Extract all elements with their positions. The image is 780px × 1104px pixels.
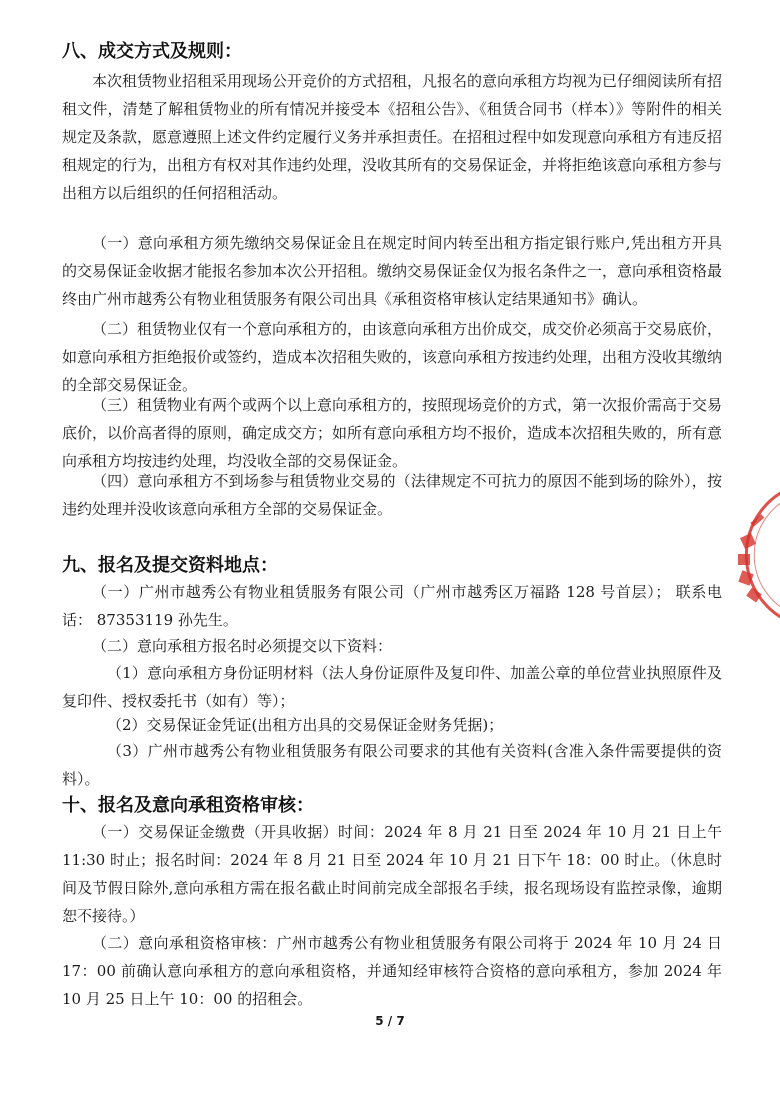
section-8-item-1: （一）意向承租方须先缴纳交易保证金且在规定时间内转至出租方指定银行账户,凭出租方开具的交易保证金收据才能报名参加本次公开招租。缴纳交易保证金仅为报名条件之一，意向承租资格最终由广州市越秀公有物业租赁服务有限公司出具《承租资格审核认定结果通知书》确认。 <box>62 234 723 308</box>
section-8-item-2: （二）租赁物业仅有一个意向承租方的，由该意向承租方出价成交，成交价必须高于交易底价，如意向承租方拒绝报价或签约，造成本次招租失败的，该意向承租方按违约处理，出租方没收其缴纳的全部交易保证金。 <box>62 320 723 394</box>
section-8-heading: 八、成交方式及规则： <box>62 41 242 62</box>
section-9-heading: 九、报名及提交资料地点： <box>62 555 278 576</box>
section-9-item-2: （二）意向承租方报名时必须提交以下资料： <box>92 637 393 655</box>
section-8-intro: 本次租赁物业招租采用现场公开竞价的方式招租，凡报名的意向承租方均视为已仔细阅读所有招租文件，清楚了解租赁物业的所有情况并接受本《招租公告》、《租赁合同书（样本）》等附件的相关规定及条款，愿意遵照上述文件约定履行义务并承担责任。在招租过程中如发现意向承租方有违反招租规定的行为，出租方有权对其作违约处理，没收其所有的交易保证金，并将拒绝该意向承租方参与出租方以后组织的任何招租活动。 <box>62 72 723 202</box>
section-10-heading: 十、报名及意向承租资格审核： <box>62 795 314 816</box>
section-10-item-1: （一）交易保证金缴费（开具收据）时间：2024 年 8 月 21 日至 2024 年 10 月 21 日上午 11:30 时止；报名时间：2024 年 8 月 21 日至 2024 年 10 月 21 日下午 18：00 时止。（休息时间及节假日除外,意向承租方需在报名截止时间前完成全部报名手续，报名现场设有监控录像，逾期恕不接待。） <box>62 823 722 925</box>
section-8-item-3: （三）租赁物业有两个或两个以上意向承租方的，按照现场竞价的方式，第一次报价需高于交易底价，以价高者得的原则，确定成交方；如所有意向承租方均不报价，造成本次招租失败的，所有意向承租方均按违约处理，均没收全部的交易保证金。 <box>62 396 723 470</box>
section-9-sub-2: （2）交易保证金凭证(出租方出具的交易保证金财务凭据)； <box>107 716 504 734</box>
seal-stamp-icon <box>720 480 780 630</box>
section-10-item-2: （二）意向承租资格审核：广州市越秀公有物业租赁服务有限公司将于 2024 年 10 月 24 日 17：00 前确认意向承租方的意向承租资格，并通知经审核符合资格的意向承租方，参加 2024 年 10 月 25 日上午 10：00 的招租会。 <box>62 934 722 1008</box>
section-9-item-1: （一）广州市越秀公有物业租赁服务有限公司（广州市越秀区万福路 128 号首层）； 联系电话： 87353119 孙先生。 <box>62 583 722 629</box>
section-9-sub-1: （1）意向承租方身份证明材料（法人身份证原件及复印件、加盖公章的单位营业执照原件及复印件、授权委托书（如有）等）； <box>62 664 722 710</box>
page-number: 5 / 7 <box>375 1014 405 1028</box>
section-8-item-4: （四）意向承租方不到场参与租赁物业交易的（法律规定不可抗力的原因不能到场的除外），按违约处理并没收该意向承租方全部的交易保证金。 <box>62 472 722 518</box>
section-9-sub-3: （3）广州市越秀公有物业租赁服务有限公司要求的其他有关资料(含准入条件需要提供的资料）。 <box>62 742 722 788</box>
